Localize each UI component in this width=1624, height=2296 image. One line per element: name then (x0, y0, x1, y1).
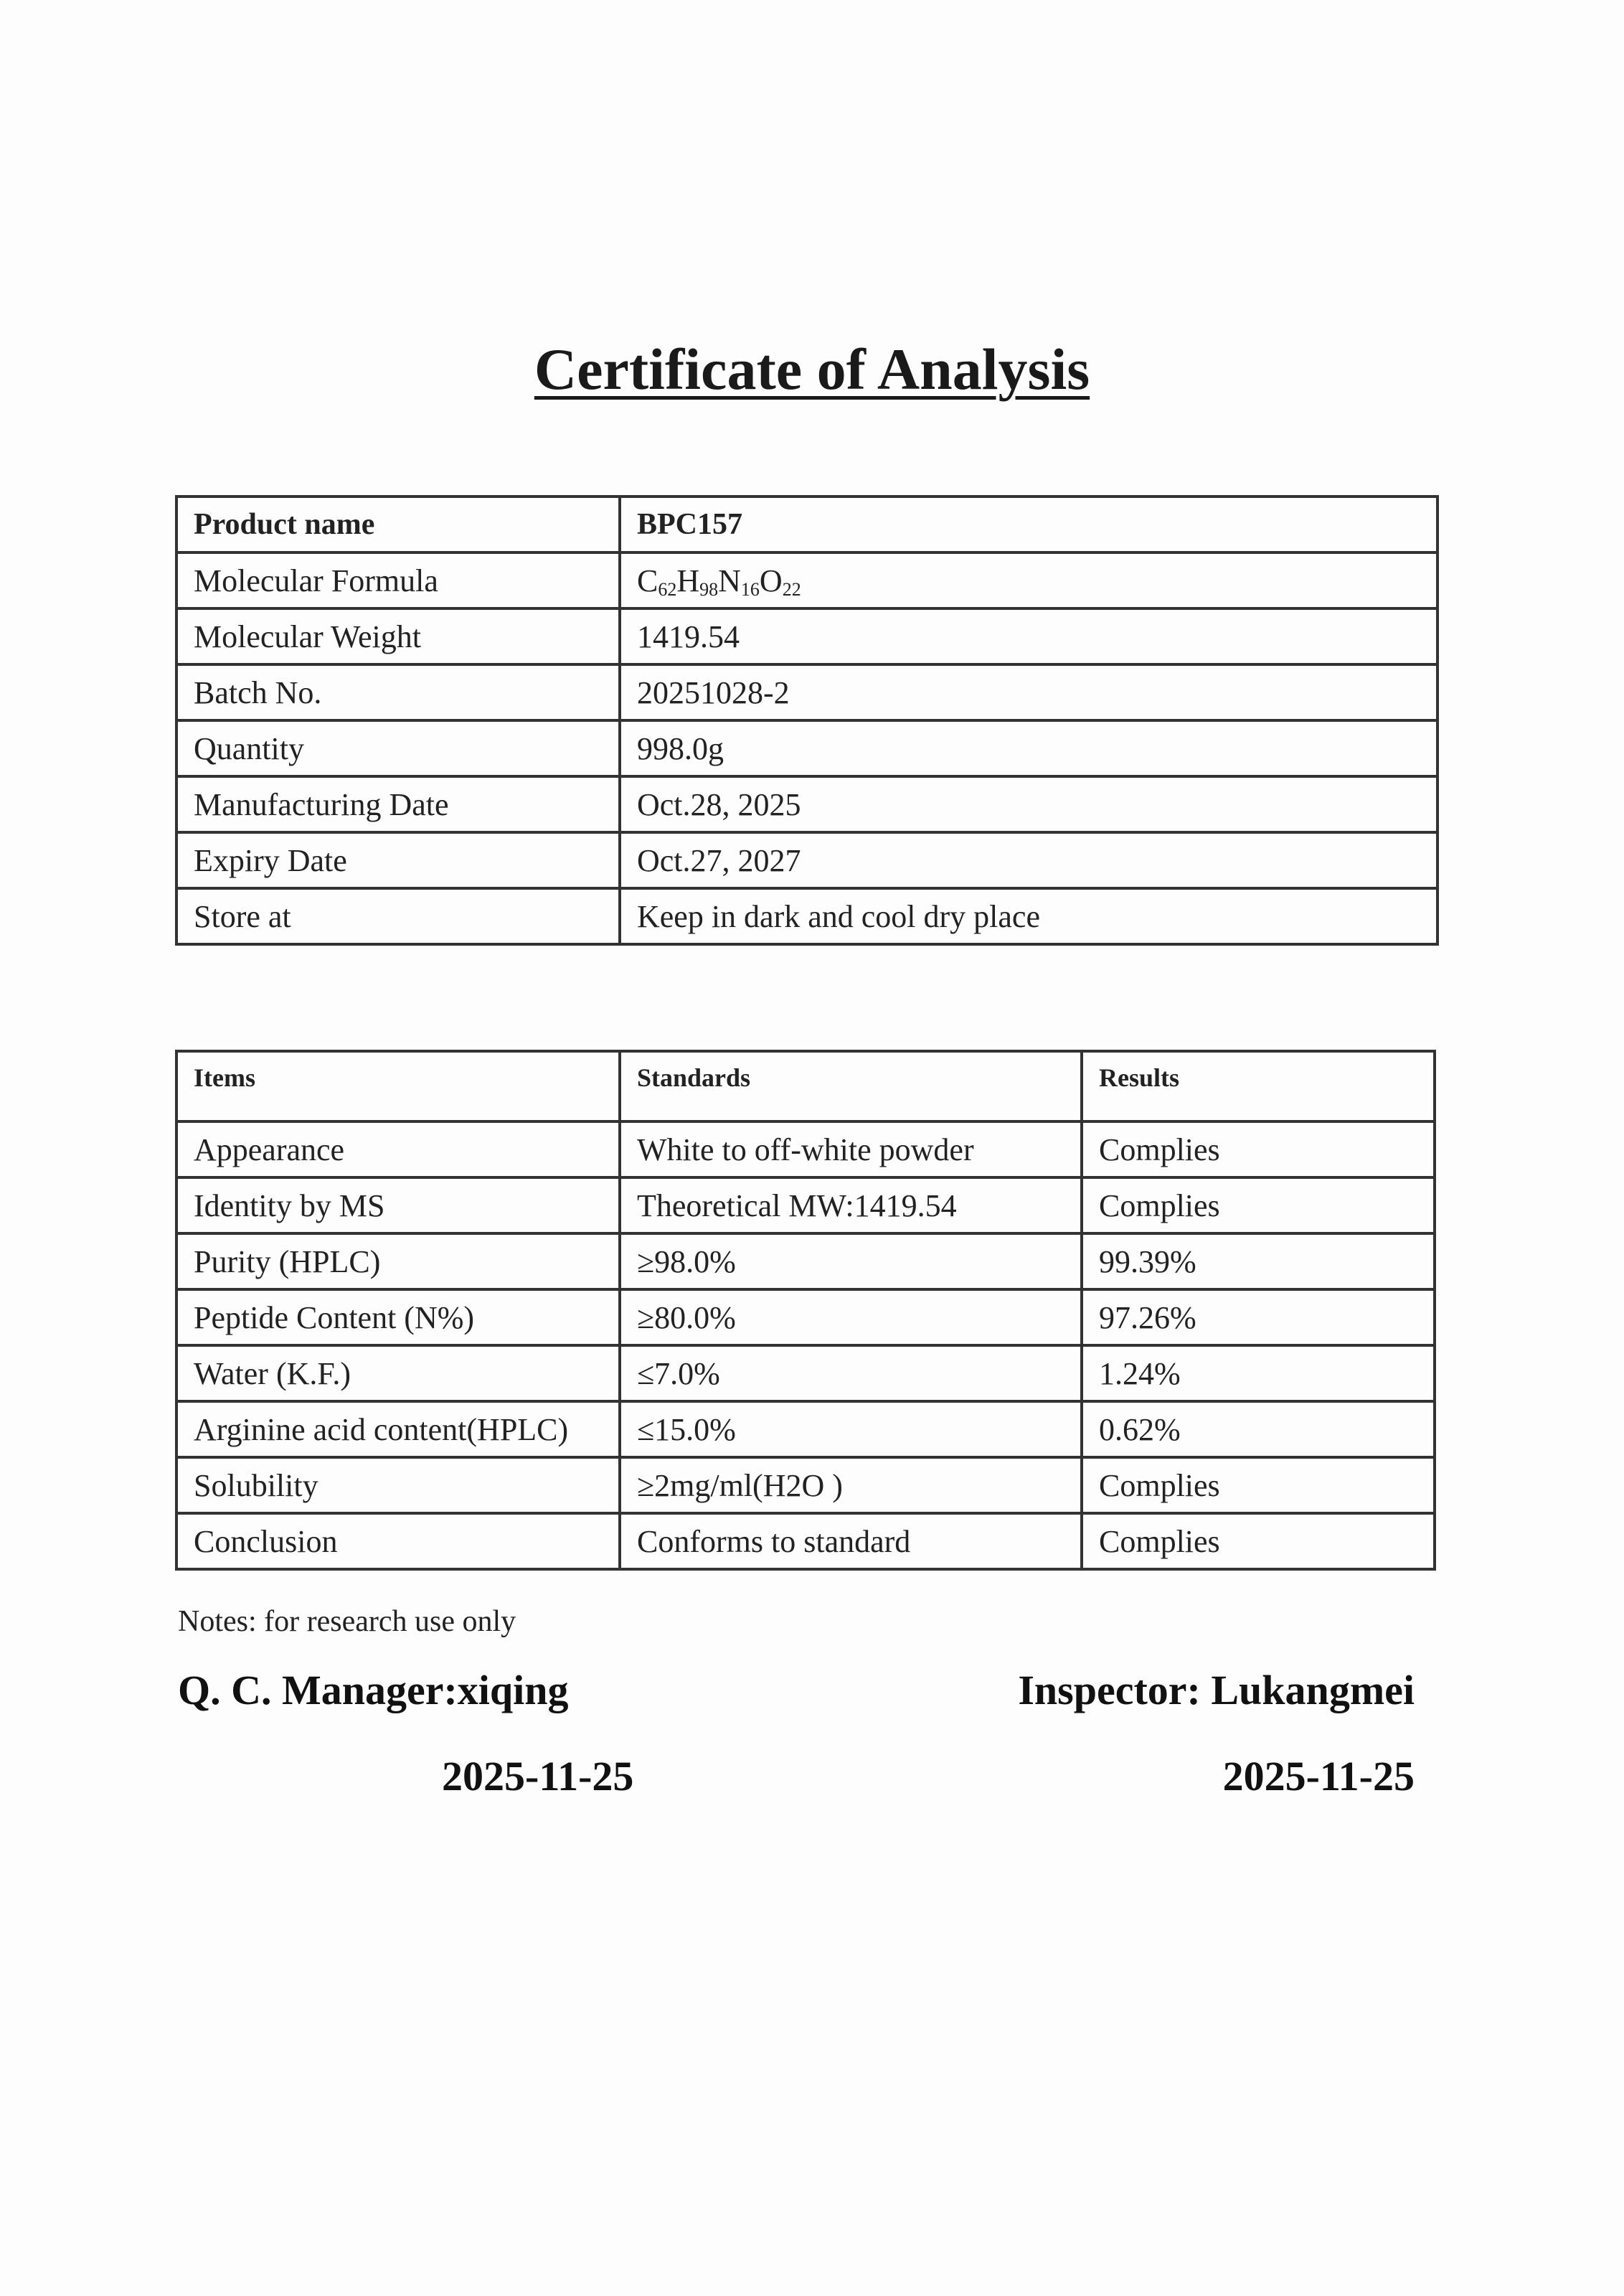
molecular-weight-value: 1419.54 (620, 608, 1437, 664)
table-header-row (176, 1051, 1435, 1121)
test-result: 0.62% (1082, 1401, 1435, 1457)
product-name-label: Product name (176, 497, 620, 552)
notes: Notes: for research use only (178, 1605, 516, 1638)
test-standard: ≥80.0% (620, 1289, 1082, 1345)
header-standards: Standards (620, 1051, 1082, 1121)
table-row (176, 888, 1437, 944)
table-row (176, 552, 1437, 608)
test-result: 1.24% (1082, 1345, 1435, 1401)
test-item: Identity by MS (176, 1177, 620, 1233)
header-results: Results (1082, 1051, 1435, 1121)
table-row (176, 497, 1437, 552)
molecular-formula-value: $C_{62}H_{98}N_{16}O_{22}$ (620, 552, 1437, 608)
product-info-table (175, 495, 1439, 946)
test-item: Conclusion (176, 1513, 620, 1569)
inspector-signature: Inspector: Lukangmei (1018, 1667, 1415, 1713)
store-at-label: Store at (176, 888, 620, 944)
test-result: Complies (1082, 1121, 1435, 1177)
quantity-label: Quantity (176, 720, 620, 776)
expiry-date-value: Oct.27, 2027 (620, 832, 1437, 888)
qc-manager-date: 2025-11-25 (442, 1753, 634, 1799)
quantity-value: 998.0g (620, 720, 1437, 776)
test-standard: White to off-white powder (620, 1121, 1082, 1177)
product-name-value: BPC157 (620, 497, 1437, 552)
molecular-weight-label: Molecular Weight (176, 608, 620, 664)
store-at-value: Keep in dark and cool dry place (620, 888, 1437, 944)
test-item: Arginine acid content(HPLC) (176, 1401, 620, 1457)
table-row (176, 1345, 1435, 1401)
test-standard: Theoretical MW:1419.54 (620, 1177, 1082, 1233)
qc-manager-signature: Q. C. Manager:xiqing (178, 1667, 569, 1713)
expiry-date-label: Expiry Date (176, 832, 620, 888)
manufacturing-date-label: Manufacturing Date (176, 776, 620, 832)
test-result: Complies (1082, 1457, 1435, 1513)
table-row (176, 1121, 1435, 1177)
test-standard: ≤15.0% (620, 1401, 1082, 1457)
batch-no-value: 20251028-2 (620, 664, 1437, 720)
table-row (176, 776, 1437, 832)
inspector-date: 2025-11-25 (1222, 1753, 1415, 1799)
table-row (176, 1289, 1435, 1345)
table-row (176, 720, 1437, 776)
test-results-table (175, 1050, 1436, 1571)
table-row (176, 832, 1437, 888)
table-row (176, 1233, 1435, 1289)
batch-no-label: Batch No. (176, 664, 620, 720)
test-standard: ≥98.0% (620, 1233, 1082, 1289)
table-row (176, 1177, 1435, 1233)
table-row (176, 1457, 1435, 1513)
table-row (176, 1401, 1435, 1457)
test-result: 99.39% (1082, 1233, 1435, 1289)
test-result: Complies (1082, 1177, 1435, 1233)
test-item: Water (K.F.) (176, 1345, 620, 1401)
test-item: Purity (HPLC) (176, 1233, 620, 1289)
test-result: 97.26% (1082, 1289, 1435, 1345)
table-row (176, 664, 1437, 720)
header-items: Items (176, 1051, 620, 1121)
document-title: Certificate of Analysis (534, 337, 1090, 402)
test-standard: ≥2mg/ml(H2O ) (620, 1457, 1082, 1513)
test-item: Appearance (176, 1121, 620, 1177)
table-row (176, 608, 1437, 664)
manufacturing-date-value: Oct.28, 2025 (620, 776, 1437, 832)
test-standard: Conforms to standard (620, 1513, 1082, 1569)
test-standard: ≤7.0% (620, 1345, 1082, 1401)
table-row (176, 1513, 1435, 1569)
molecular-formula-label: Molecular Formula (176, 552, 620, 608)
test-item: Peptide Content (N%) (176, 1289, 620, 1345)
test-item: Solubility (176, 1457, 620, 1513)
test-result: Complies (1082, 1513, 1435, 1569)
